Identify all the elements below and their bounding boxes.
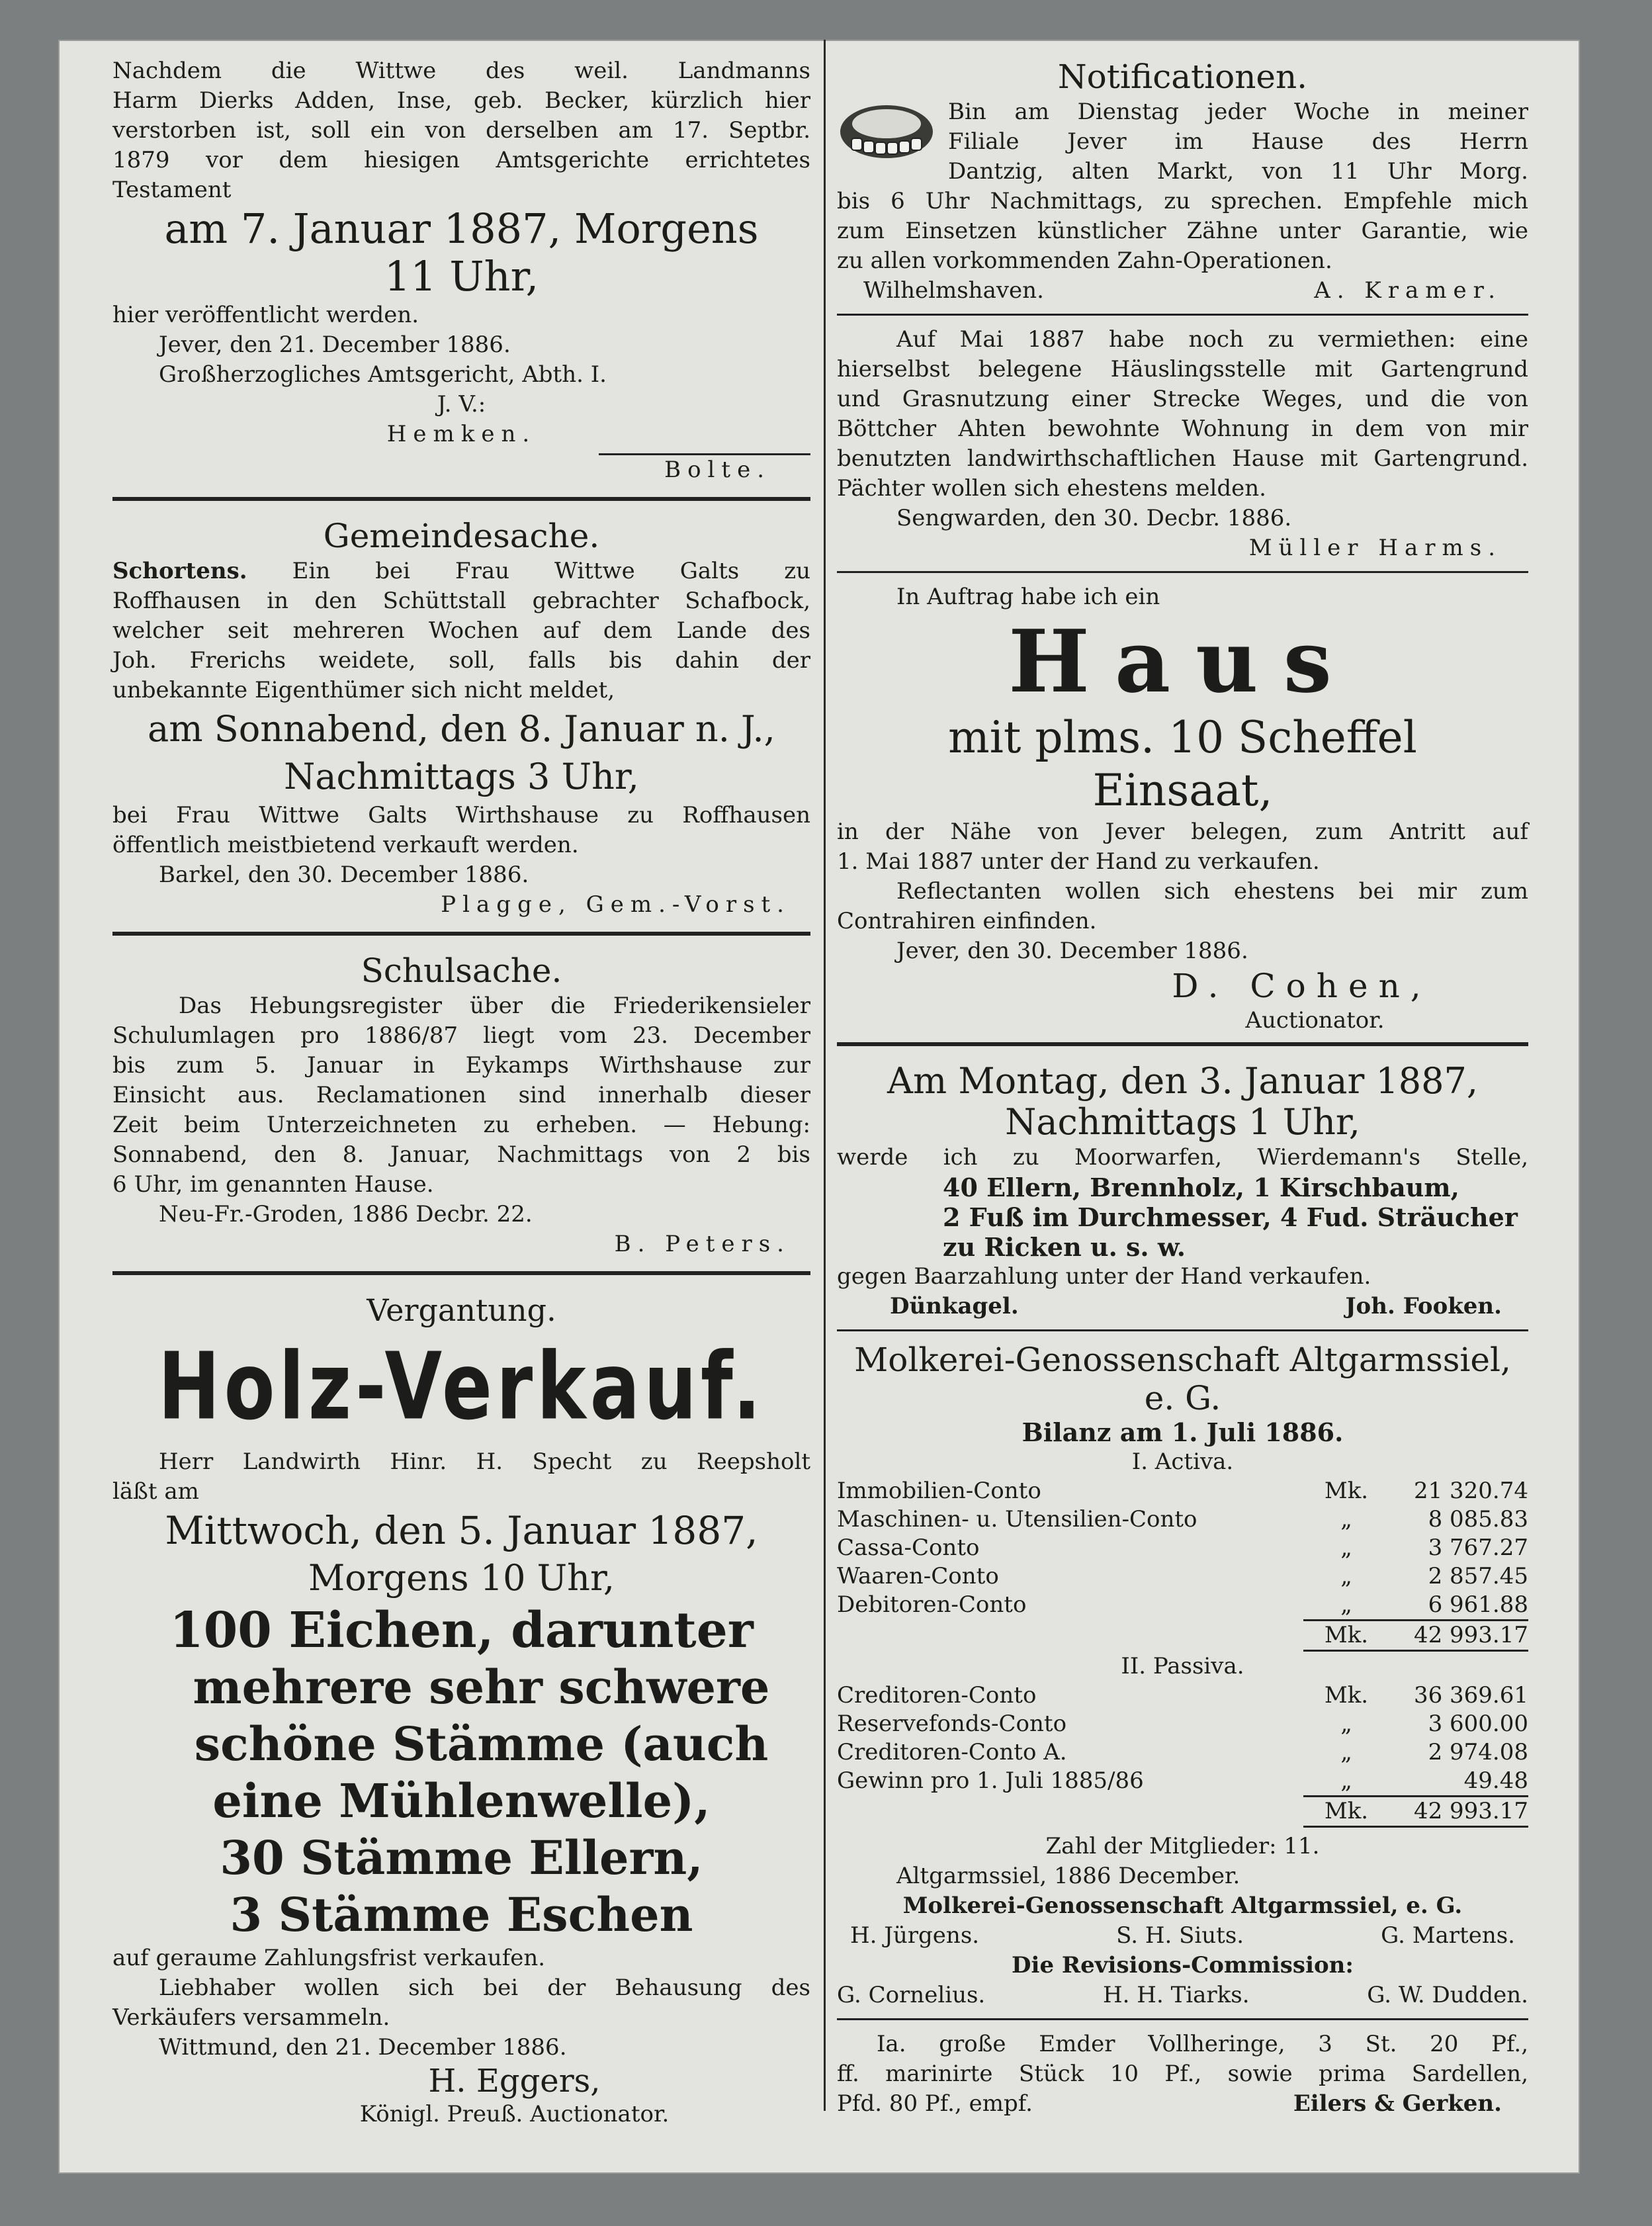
table-row (837, 1505, 1528, 1534)
table-row (837, 1738, 1528, 1767)
amount: 36 369.61 (1413, 1682, 1528, 1709)
notificationen-notice (837, 56, 1528, 306)
item-line: 2 Fuß im Durchmesser, 4 Fud. Sträucher (943, 1202, 1518, 1232)
total-row (837, 1621, 1528, 1650)
column-rule (824, 40, 826, 2111)
place: Dünkagel. (890, 1293, 1019, 1319)
divider (837, 2018, 1528, 2020)
bilanz-heading: Bilanz am 1. Juli 1886. (1022, 1417, 1344, 1447)
text-line: auf geraume Zahlungsfrist verkaufen. (112, 1945, 546, 1971)
amount: 3 600.00 (1428, 1711, 1528, 1737)
item-line: 100 Eichen, darunter (169, 1602, 754, 1659)
amount: 2 857.45 (1428, 1563, 1528, 1589)
divider (837, 571, 1528, 573)
advert-subtitle: mit plms. 10 Scheffel (948, 712, 1417, 763)
text-line: Roffhausen in den Schüttstall gebrachter Schafbock, (112, 588, 810, 614)
schulsache-notice (112, 950, 810, 1259)
place-date: Barkel, den 30. December 1886. (159, 862, 529, 888)
divider (112, 497, 810, 501)
text-line: Nachdem die Wittwe des weil. Landmanns (112, 58, 810, 84)
signer-role: Königl. Preuß. Auctionator. (359, 2101, 670, 2127)
account-label: Debitoren-Conto (837, 1591, 1027, 1618)
right-column (837, 56, 1528, 2119)
text-line: Bin am Dienstag jeder Woche in meiner (948, 99, 1528, 125)
time-heading: 11 Uhr, (384, 252, 539, 300)
date-heading: Mittwoch, den 5. Januar 1887, (165, 1508, 758, 1553)
board-member: H. Jürgens. (850, 1922, 980, 1949)
text-line: Das Hebungsregister über die Friederikensieler (179, 993, 810, 1019)
total-rule (1303, 1826, 1528, 1828)
divider (837, 1329, 1528, 1331)
currency: „ (1340, 1563, 1352, 1589)
item-line: eine Mühlenwelle), (212, 1773, 711, 1828)
text-line: Sonnabend, den 8. Januar, Nachmittags von 2 bis (112, 1141, 810, 1168)
signature: B. Peters. (614, 1231, 791, 1257)
text-line: Ia. große Emder Vollheringe, 3 St. 20 Pf., (877, 2031, 1528, 2057)
currency: Mk. (1324, 1622, 1369, 1648)
date-heading: am 7. Januar 1887, Morgens (164, 204, 759, 253)
item-line: 40 Ellern, Brennholz, 1 Kirschbaum, (943, 1173, 1459, 1202)
text-line: Testament (112, 177, 232, 203)
section-heading: e. G. (1144, 1379, 1221, 1417)
text-line: Verkäufers versammeln. (112, 2004, 390, 2031)
currency: Mk. (1324, 1682, 1369, 1709)
molkerei-bilanz (837, 1341, 1528, 2010)
time-heading: Morgens 10 Uhr, (308, 1557, 615, 1599)
advert-subtitle: Einsaat, (1092, 765, 1273, 816)
text-line: Herr Landwirth Hinr. H. Specht zu Reepsholt (159, 1448, 810, 1475)
place-date: Neu-Fr.-Groden, 1886 Decbr. 22. (159, 1201, 533, 1227)
text-line: Dantzig, alten Markt, von 11 Uhr Morg. (948, 158, 1528, 185)
table-row (837, 1767, 1528, 1795)
court-name: Großherzogliches Amtsgericht, Abth. I. (159, 361, 607, 388)
text-line: Joh. Frerichs weidete, soll, falls bis dahin der (112, 647, 810, 674)
text-line: Böttcher Ahten bewohnte Wohnung in dem von mir (837, 416, 1528, 442)
signature: Plagge, Gem.-Vorst. (441, 891, 791, 918)
text-line: Schulumlagen pro 1886/87 liegt vom 23. December (112, 1022, 810, 1049)
text-line: Harm Dierks Adden, Inse, geb. Becker, kürzlich hier (112, 87, 810, 114)
item-line: 30 Stämme Ellern, (220, 1830, 703, 1885)
account-label: Maschinen- u. Utensilien-Conto (837, 1506, 1197, 1533)
account-label: Reservefonds-Conto (837, 1711, 1067, 1737)
section-heading: Molkerei-Genossenschaft Altgarmssiel, (854, 1341, 1511, 1379)
table-row (837, 1681, 1528, 1710)
amount: 49.48 (1463, 1767, 1528, 1794)
table-row (837, 1591, 1528, 1619)
signature: A. Kramer. (1314, 277, 1502, 304)
text-line: Pächter wollen sich ehestens melden. (837, 475, 1266, 502)
activa-label: I. Activa. (1131, 1448, 1234, 1475)
text-line: zum Einsetzen künstlicher Zähne unter Garantie, wie (837, 218, 1528, 244)
text-line: 1879 vor dem hiesigen Amtsgerichte errichtetes (112, 147, 810, 173)
table-row (837, 1534, 1528, 1562)
place-date: Wittmund, den 21. December 1886. (159, 2034, 567, 2061)
board-member: G. Martens. (1381, 1922, 1515, 1949)
time-heading: Nachmittags 1 Uhr, (1005, 1101, 1360, 1143)
board-member: S. H. Siuts. (1116, 1922, 1244, 1949)
text-line: J. V.: (437, 391, 486, 418)
account-label: Gewinn pro 1. Juli 1885/86 (837, 1767, 1144, 1794)
account-label: Creditoren-Conto A. (837, 1739, 1067, 1765)
table-row (837, 1477, 1528, 1505)
signature: Eilers & Gerken. (1293, 2090, 1502, 2117)
section-heading: Schulsache. (361, 952, 562, 990)
place-date: Jever, den 30. December 1886. (896, 938, 1248, 964)
text-line: Liebhaber wollen sich bei der Behausung des (159, 1975, 810, 2001)
total-row (837, 1797, 1528, 1826)
currency: „ (1340, 1535, 1352, 1561)
revision-heading: Die Revisions-Commission: (1012, 1952, 1354, 1979)
place-date: Sengwarden, den 30. Decbr. 1886. (896, 505, 1292, 531)
account-label: Immobilien-Conto (837, 1478, 1041, 1504)
text-line: in der Nähe von Jever belegen, zum Antritt auf (837, 819, 1528, 845)
text-line: Auf Mai 1887 habe noch zu vermiethen: eine (896, 326, 1528, 353)
left-column (112, 56, 810, 2129)
org-name: Molkerei-Genossenschaft Altgarmssiel, e. G. (902, 1892, 1463, 1919)
section-heading: Notificationen. (1057, 58, 1308, 96)
divider (112, 1271, 810, 1275)
table-row (837, 1710, 1528, 1738)
text-line: Einsicht aus. Reclamationen sind innerhalb dieser (112, 1082, 810, 1108)
item-line: zu Ricken u. s. w. (943, 1232, 1186, 1262)
member-count: Zahl der Mitglieder: 11. (1045, 1833, 1320, 1859)
divider (837, 314, 1528, 316)
text-line: hier veröffentlicht werden. (112, 302, 419, 328)
text-line: Reflectanten wollen sich ehestens bei mir zum (896, 878, 1528, 905)
divider (112, 932, 810, 936)
text-line: hierselbst belegene Häuslingsstelle mit Gartengrund (837, 356, 1528, 382)
amount: 6 961.88 (1428, 1591, 1528, 1618)
text-line: Pfd. 80 Pf., empf. (837, 2090, 1033, 2117)
divider (837, 1042, 1528, 1046)
text-line: benutzten landwirthschaftlichen Hause mit Gartengrund. (837, 445, 1528, 472)
text-line: verstorben ist, soll ein von derselben am 17. Septbr. (112, 117, 810, 144)
text-line: ff. marinirte Stück 10 Pf., sowie prima Sardellen, (837, 2061, 1528, 2087)
revision-member: G. W. Dudden. (1367, 1982, 1528, 2008)
text-line: gegen Baarzahlung unter der Hand verkaufen. (837, 1263, 1371, 1290)
signer-role: Auctionator. (1245, 1007, 1385, 1034)
signature: Müller Harms. (1248, 535, 1502, 561)
signature: Joh. Fooken. (1345, 1293, 1502, 1319)
currency: Mk. (1324, 1798, 1369, 1824)
advert-title: Haus (1008, 611, 1357, 712)
text-line: In Auftrag habe ich ein (896, 584, 1160, 610)
text-line: Zeit beim Unterzeichneten zu erheben. — Hebung: (112, 1112, 810, 1138)
mai-vermietung-notice (837, 325, 1528, 563)
haus-verkauf-notice (837, 582, 1528, 1036)
currency: „ (1340, 1739, 1352, 1765)
amount: 2 974.08 (1428, 1739, 1528, 1765)
account-label: Creditoren-Conto (837, 1682, 1037, 1709)
text-line: läßt am (112, 1478, 199, 1505)
text-line: Filiale Jever im Hause des Herrn (948, 128, 1528, 155)
section-heading: Vergantung. (367, 1292, 556, 1328)
lead-word: Schortens. (112, 558, 247, 584)
testament-notice (112, 56, 810, 485)
denture-icon (837, 97, 936, 167)
advert-title: Holz-Verkauf. (157, 1333, 765, 1441)
text-line: öffentlich meistbietend verkauft werden. (112, 832, 579, 858)
total-amount: 42 993.17 (1413, 1798, 1528, 1824)
date-heading: Am Montag, den 3. Januar 1887, (887, 1060, 1479, 1102)
text-line: welcher seit mehreren Wochen auf dem Lande des (112, 617, 810, 644)
passiva-label: II. Passiva. (1121, 1653, 1244, 1679)
amount: 8 085.83 (1428, 1506, 1528, 1533)
item-line: schöne Stämme (auch (194, 1716, 769, 1771)
currency: Mk. (1324, 1478, 1369, 1504)
text-line: 1. Mai 1887 unter der Hand zu verkaufen. (837, 848, 1320, 875)
text-line: unbekannte Eigenthümer sich nicht meldet, (112, 677, 615, 703)
text-line: zu allen vorkommenden Zahn-Operationen. (837, 247, 1332, 274)
place: Wilhelmshaven. (863, 277, 1044, 304)
signature: H. Eggers, (428, 2063, 601, 2100)
currency: „ (1340, 1591, 1352, 1618)
text-line: Contrahiren einfinden. (837, 908, 1097, 934)
table-row (837, 1562, 1528, 1591)
item-line: mehrere sehr schwere (193, 1660, 770, 1714)
text-line: werde ich zu Moorwarfen, Wierdemann's Stelle, (837, 1144, 1528, 1171)
currency: „ (1340, 1506, 1352, 1533)
section-heading: Gemeindesache. (323, 517, 600, 555)
amount: 3 767.27 (1428, 1535, 1528, 1561)
text-line: bei Frau Wittwe Galts Wirthshause zu Roffhausen (112, 802, 810, 828)
place-date: Jever, den 21. December 1886. (159, 332, 511, 358)
revision-member: H. H. Tiarks. (1103, 1982, 1250, 2008)
signature: D. Cohen, (1172, 967, 1432, 1005)
time-heading: Nachmittags 3 Uhr, (284, 756, 639, 797)
text-line: Ein bei Frau Wittwe Galts zu (292, 558, 811, 584)
signature: Hemken. (386, 421, 537, 447)
heringe-advert (837, 2029, 1528, 2119)
item-line: 3 Stämme Eschen (230, 1887, 693, 1942)
signature: Bolte. (664, 457, 771, 483)
account-label: Waaren-Conto (837, 1563, 999, 1589)
amount: 21 320.74 (1413, 1478, 1528, 1504)
text-line: bis 6 Uhr Nachmittags, zu sprechen. Empfehle mich (837, 188, 1528, 214)
currency: „ (1340, 1767, 1352, 1794)
revision-member: G. Cornelius. (837, 1982, 986, 2008)
place-date: Altgarmssiel, 1886 December. (896, 1863, 1240, 1889)
text-line: bis zum 5. Januar in Eykamps Wirthshause zur (112, 1052, 810, 1079)
montag-verkauf-notice (837, 1061, 1528, 1321)
holz-verkauf-notice (112, 1290, 810, 2129)
date-heading: am Sonnabend, den 8. Januar n. J., (148, 708, 775, 750)
account-label: Cassa-Conto (837, 1535, 980, 1561)
currency: „ (1340, 1711, 1352, 1737)
text-line: 6 Uhr, im genannten Hause. (112, 1171, 434, 1198)
total-amount: 42 993.17 (1413, 1622, 1528, 1648)
text-line: und Grasnutzung einer Strecke Weges, und die von (837, 386, 1528, 412)
gemeindesache-notice (112, 515, 810, 920)
